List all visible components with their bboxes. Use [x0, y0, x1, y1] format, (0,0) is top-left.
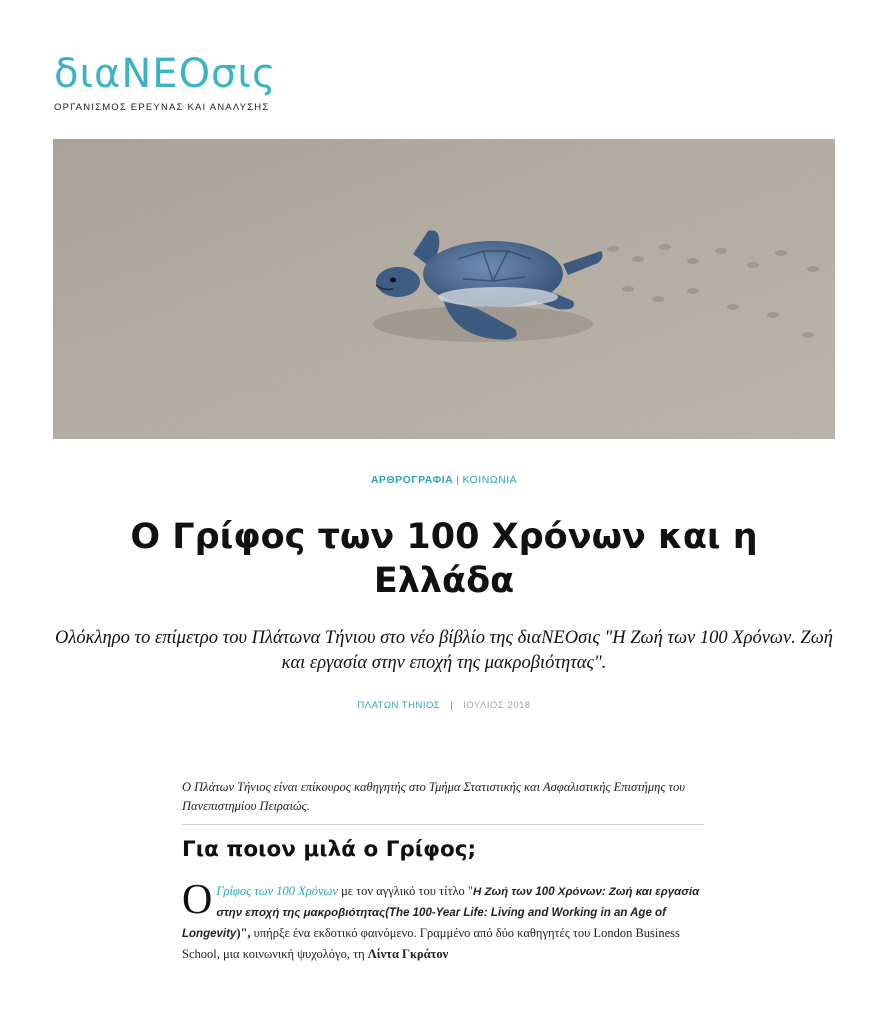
article-title: Ο Γρίφος των 100 Χρόνων και η Ελλάδα [130, 517, 758, 601]
publish-date: ΙΟΥΛΙΟΣ 2018 [463, 700, 531, 711]
book-link[interactable]: Γρίφος των 100 Χρόνων [216, 884, 338, 898]
category-link-secondary[interactable]: ΚΟΙΝΩΝΙΑ [462, 474, 518, 486]
body-paragraph [182, 877, 704, 964]
author-name-bold: Λίντα Γκράτον [367, 947, 449, 961]
category-tags [0, 474, 888, 486]
article-subtitle: Ολόκληρο το επίμετρο του Πλάτωνα Τήνιου στο νέο βίβλίο της διαΝΕΟσις "Η Ζωή των 100 Χρόνων. Ζωή και εργασία στην εποχή της μακροβιότητας". [55, 628, 833, 673]
title-close: )", [236, 926, 251, 940]
dropcap: Ο [182, 877, 213, 923]
hero-image [53, 139, 835, 439]
section-heading: Για ποιον μιλά ο Γρίφος; [182, 837, 477, 862]
site-logo[interactable] [54, 52, 276, 113]
book-english-title: (The 100-Year Life: Living and Working in an Age of Longevity [182, 907, 666, 940]
meta-separator: | [450, 700, 454, 711]
author-link[interactable]: ΠΛΑΤΩΝ ΤΗΝΙΟΣ [357, 700, 441, 711]
category-separator: | [456, 474, 460, 486]
category-link-primary[interactable]: ΑΡΘΡΟΓΡΑΦΙΑ [370, 474, 454, 486]
paragraph-text-2: υπήρξε ένα εκδοτικό φαινόμενο. Γραμμένο από δύο καθηγητές του London Business School, μια κοινωνική ψυχολόγο, τη [182, 926, 680, 961]
author-bio: Ο Πλάτων Τήνιος είναι επίκουρος καθηγητής στο Τμήμα Στατιστικής και Ασφαλιστικής Επιστήμης του Πανεπιστημίου Πειραιώς. [182, 778, 704, 825]
logo-subtitle: ΟΡΓΑΝΙΣΜΟΣ ΕΡΕΥΝΑΣ ΚΑΙ ΑΝΑΛΥΣΗΣ [54, 102, 270, 113]
logo-wordmark[interactable]: διαΝΕΟσις [54, 51, 277, 97]
paragraph-text-1: με τον αγγλικό του τίτλο " [337, 884, 474, 898]
article-body [182, 778, 704, 964]
turtle-on-sand-illustration [53, 139, 835, 439]
article-meta [0, 700, 888, 711]
book-greek-title: Η Ζωή των 100 Χρόνων: Ζωή και εργασία στην εποχή της μακροβιότητας [216, 886, 700, 919]
